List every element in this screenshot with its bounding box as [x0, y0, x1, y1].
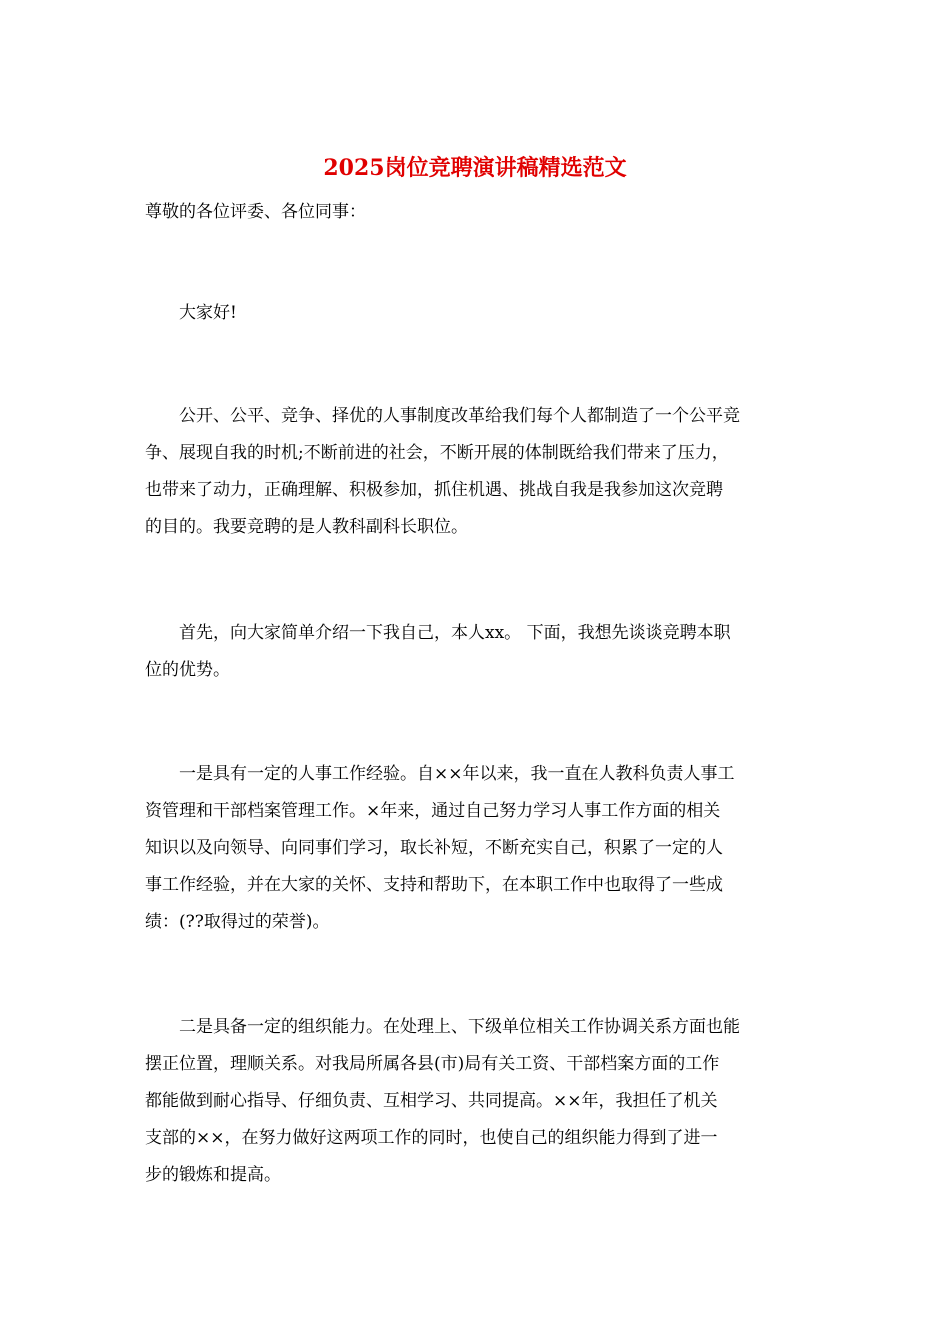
paragraph-line: 一是具有一定的人事工作经验。自××年以来，我一直在人教科负责人事工 [145, 764, 735, 784]
paragraph-line: 首先，向大家简单介绍一下我自己，本人xx。 下面，我想先谈谈竞聘本职 [145, 623, 731, 643]
paragraph-greeting [145, 295, 810, 332]
paragraph-line: 公开、公平、竞争、择优的人事制度改革给我们每个人都制造了一个公平竞 [145, 406, 740, 426]
paragraph-line: 二是具备一定的组织能力。在处理上、下级单位相关工作协调关系方面也能 [145, 1017, 740, 1037]
paragraph-line: 位的优势。 [145, 660, 230, 680]
paragraph-line: 也带来了动力，正确理解、积极参加，抓住机遇、挑战自我是我参加这次竞聘 [145, 480, 723, 500]
paragraph-self-introduction [145, 615, 810, 689]
paragraph-organization [145, 1009, 810, 1194]
paragraph-line: 事工作经验，并在大家的关怀、支持和帮助下，在本职工作中也取得了一些成 [145, 875, 723, 895]
document-title: 2025岗位竞聘演讲稿精选范文 [323, 155, 627, 181]
paragraph-line: 争、展现自我的时机;不断前进的社会，不断开展的体制既给我们带来了压力， [145, 443, 729, 463]
paragraph-line: 摆正位置，理顺关系。对我局所属各县(市)局有关工资、干部档案方面的工作 [145, 1054, 720, 1074]
paragraph-line: 资管理和干部档案管理工作。×年来，通过自己努力学习人事工作方面的相关 [145, 801, 721, 821]
paragraph-line: 支部的××，在努力做好这两项工作的同时，也使自己的组织能力得到了进一 [145, 1128, 718, 1148]
paragraph-line: 大家好! [145, 303, 237, 323]
paragraph-line: 绩：(??取得过的荣誉)。 [145, 912, 330, 932]
paragraph-line: 都能做到耐心指导、仔细负责、互相学习、共同提高。××年，我担任了机关 [145, 1091, 718, 1111]
paragraph-line: 步的锻炼和提高。 [145, 1165, 281, 1185]
paragraph-intro [145, 398, 810, 546]
paragraph-line: 的目的。我要竞聘的是人教科副科长职位。 [145, 517, 468, 537]
paragraph-line: 知识以及向领导、向同事们学习，取长补短，不断充实自己，积累了一定的人 [145, 838, 723, 858]
paragraph-experience [145, 756, 810, 941]
salutation: 尊敬的各位评委、各位同事： [145, 202, 366, 222]
